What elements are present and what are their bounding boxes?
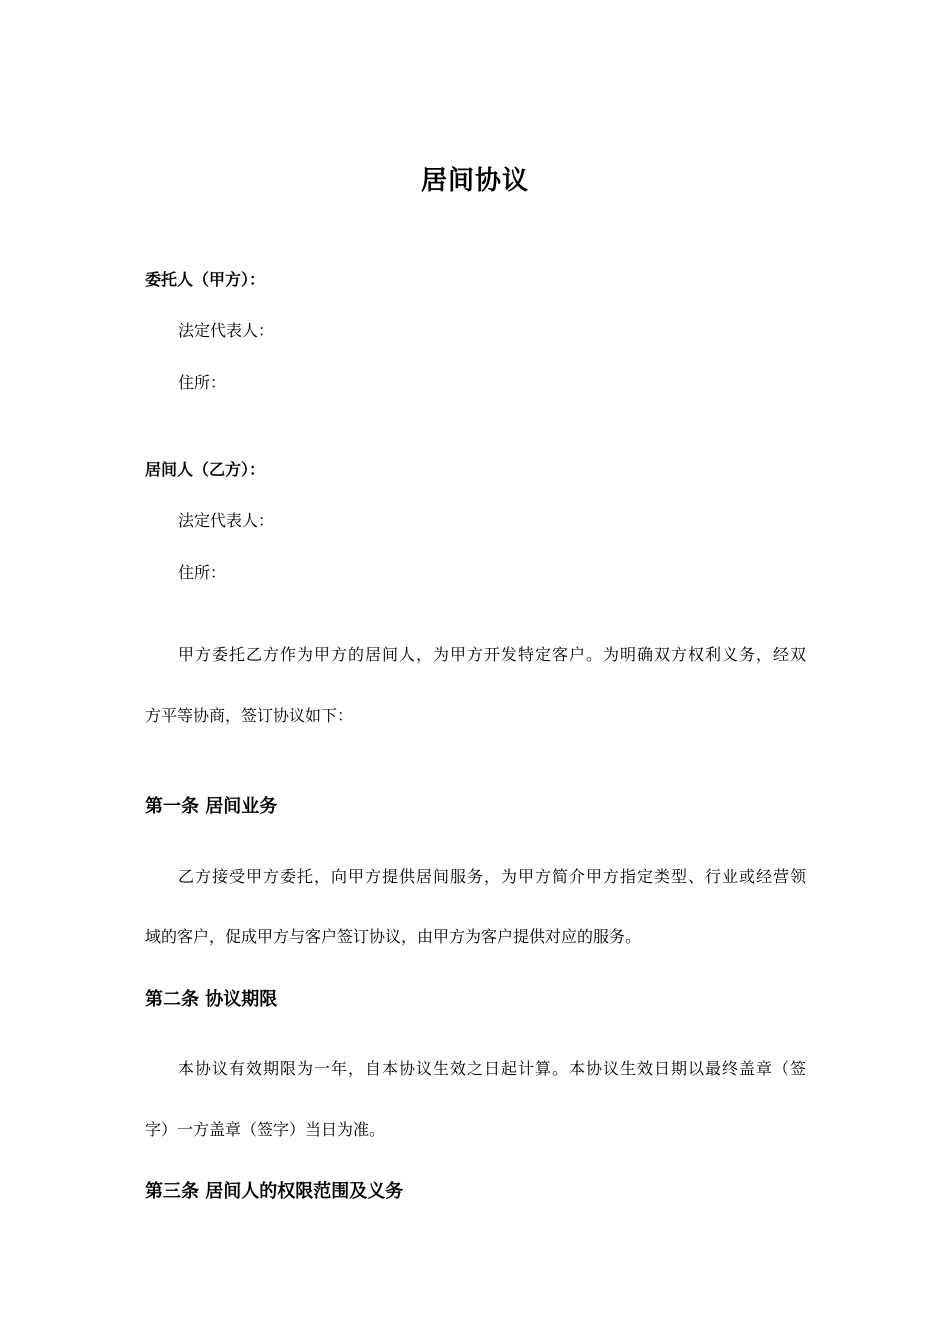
intro-line-2: 方平等协商，签订协议如下：	[145, 706, 354, 725]
intro-line-1: 甲方委托乙方作为甲方的居间人，为甲方开发特定客户。为明确双方权利义务，经双	[178, 645, 806, 664]
party-a-representative: 法定代表人：	[178, 321, 275, 340]
party-a-heading: 委托人（甲方）：	[145, 270, 266, 289]
article-2-line-1: 本协议有效期限为一年，自本协议生效之日起计算。本协议生效日期以最终盖章（签	[178, 1059, 806, 1078]
article-3-heading: 第三条 居间人的权限范围及义务	[145, 1181, 404, 1202]
article-2-heading: 第二条 协议期限	[145, 989, 278, 1010]
article-2-line-2: 字）一方盖章（签字）当日为准。	[145, 1120, 386, 1139]
party-b-representative: 法定代表人：	[178, 511, 275, 530]
party-b-address: 住所：	[178, 563, 227, 582]
party-b-heading: 居间人（乙方）：	[145, 460, 266, 479]
article-1-line-2: 域的客户，促成甲方与客户签订协议，由甲方为客户提供对应的服务。	[145, 927, 642, 946]
party-a-address: 住所：	[178, 373, 227, 392]
document-title: 居间协议	[420, 166, 529, 196]
article-1-heading: 第一条 居间业务	[145, 796, 278, 817]
article-1-line-1: 乙方接受甲方委托，向甲方提供居间服务，为甲方简介甲方指定类型、行业或经营领	[178, 867, 806, 886]
